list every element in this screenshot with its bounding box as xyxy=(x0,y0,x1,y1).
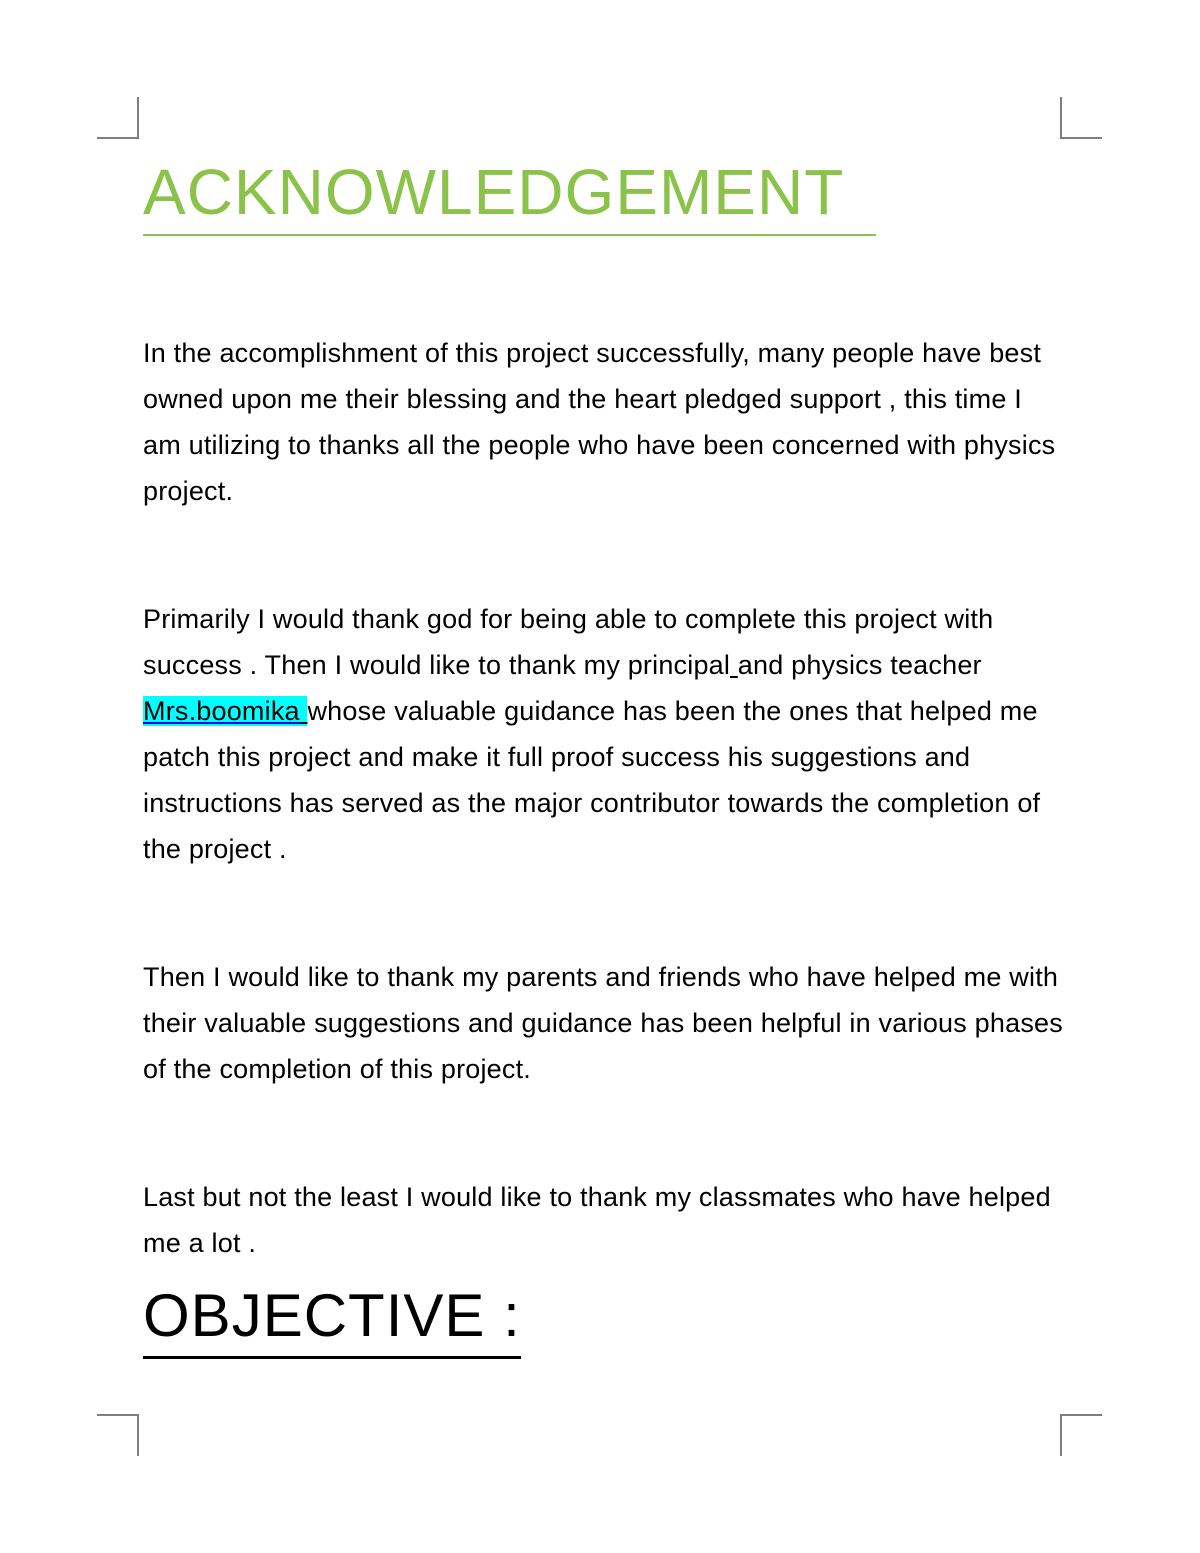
paragraph-thanks-parents[interactable]: Then I would like to thank my parents and friends who have helped me with their valuable suggestions and guidance has been helpful in various phases of the completion of this project. xyxy=(143,962,1063,1084)
highlighted-teacher-name[interactable]: Mrs.boomika xyxy=(143,696,300,726)
document-body xyxy=(143,150,1063,1359)
paragraph-thanks-teacher-part-a: Primarily I would thank god for being able to complete this project with success . Then I would like to thank my principal xyxy=(143,604,994,680)
page-corner-mark-bottom-right xyxy=(1060,1414,1102,1456)
paragraph-thanks-classmates[interactable]: Last but not the least I would like to thank my classmates who have helped me a lot . xyxy=(143,1182,1051,1258)
page-corner-mark-top-right xyxy=(1060,97,1102,139)
paragraph-thanks-teacher-part-c: whose valuable guidance has been the ones that helped me patch this project and make it full proof success his suggestions and instructions has served as the major contributor towards the completion of the project . xyxy=(143,696,1041,864)
underlined-space xyxy=(730,650,738,680)
paragraph-intro[interactable]: In the accomplishment of this project successfully, many people have best owned upon me their blessing and the heart pledged support , this time I am utilizing to thanks all the people who have been concerned with physics project. xyxy=(143,338,1056,506)
page-corner-mark-bottom-left xyxy=(97,1414,139,1456)
paragraph-thanks-teacher[interactable] xyxy=(143,596,1063,872)
objective-heading: OBJECTIVE : xyxy=(143,1276,521,1359)
paragraph-thanks-teacher-part-b: and physics teacher xyxy=(737,650,982,680)
acknowledgement-heading: ACKNOWLEDGEMENT xyxy=(143,150,876,236)
page-corner-mark-top-left xyxy=(97,97,139,139)
